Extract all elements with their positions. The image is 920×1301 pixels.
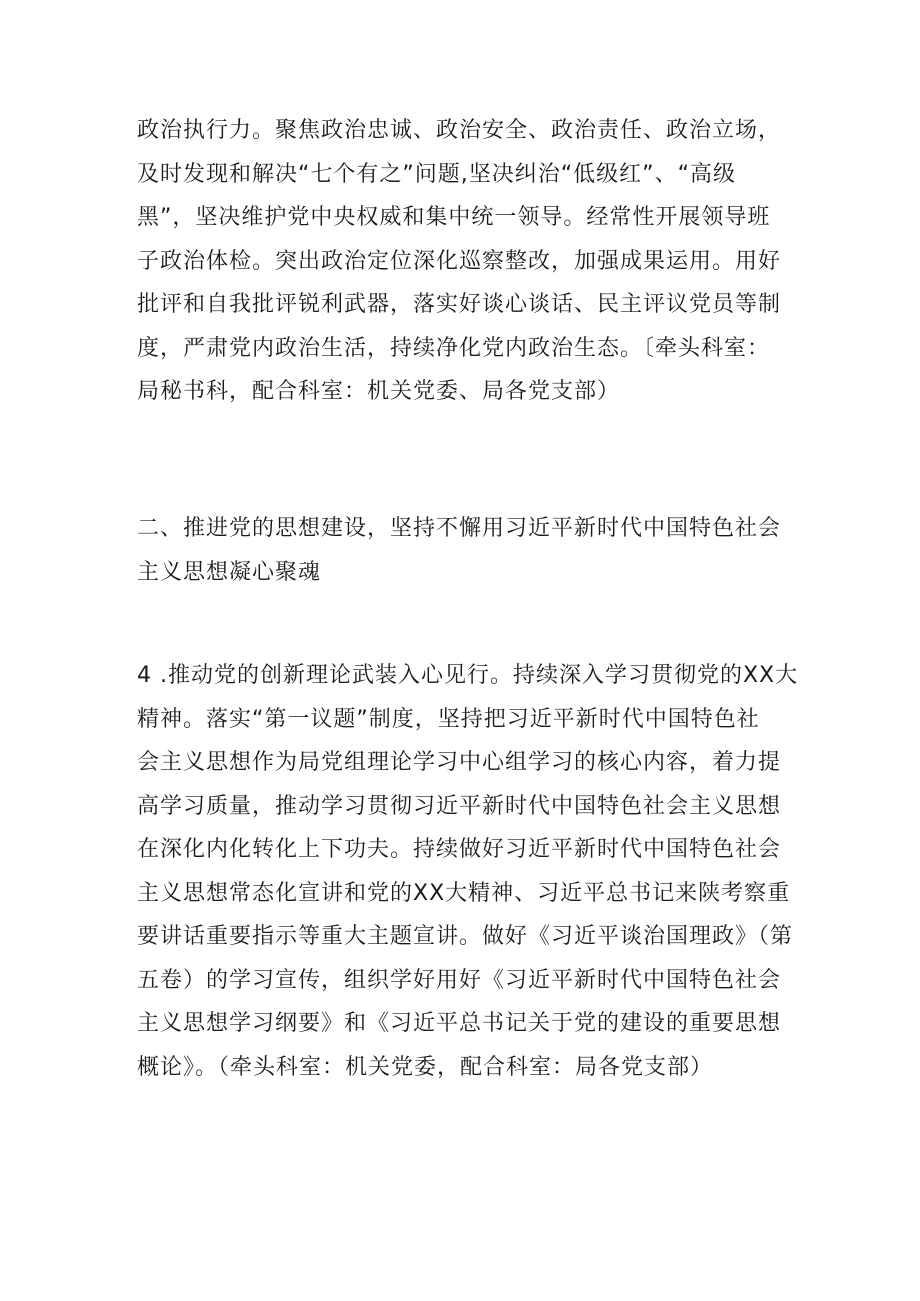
section-heading-ideological-building xyxy=(137,507,797,594)
heading-line: 主义思想凝心聚魂 xyxy=(137,559,322,585)
text-line: 及时发现和解决“七个有之”问题,坚决纠治“低级红”、“高级 xyxy=(137,161,736,187)
text-line: 4 .推动党的创新理论武装入心见行。持续深入学习贯彻党的XX大 xyxy=(137,663,799,688)
text-line: 批评和自我批评锐利武器，落实好谈心谈话、民主评议党员等制 xyxy=(137,292,782,317)
text-line: 子政治体检。突出政治定位深化巡察整改，加强成果运用。用好 xyxy=(137,248,782,274)
text-line: 主义思想常态化宣讲和党的XX大精神、习近平总书记来陕考察重 xyxy=(137,880,791,906)
text-line: 高学习质量，推动学习贯彻习近平新时代中国特色社会主义思想 xyxy=(137,793,782,819)
text-line: 主义思想学习纲要》和《习近平总书记关于党的建设的重要思想 xyxy=(137,1011,782,1036)
text-line: 局秘书科，配合科室：机关党委、局各党支部） xyxy=(137,379,621,404)
text-line: 黑”，坚决维护党中央权威和集中统一领导。经常性开展领导班 xyxy=(137,205,771,230)
text-line: 在深化内化转化上下功夫。持续做好习近平新时代中国特色社会 xyxy=(137,837,782,862)
text-line: 会主义思想作为局党组理论学习中心组学习的核心内容，着力提 xyxy=(137,750,782,775)
text-line: 精神。落实“第一议题”制度，坚持把习近平新时代中国特色社 xyxy=(137,706,760,732)
text-line: 概论》。（牵头科室：机关党委，配合科室：局各党支部） xyxy=(137,1054,714,1080)
text-line: 五卷）的学习宣传，组织学好用好《习近平新时代中国特色社会 xyxy=(137,967,782,993)
heading-line: 二、推进党的思想建设，坚持不懈用习近平新时代中国特色社会 xyxy=(137,516,782,541)
text-line: 政治执行力。聚焦政治忠诚、政治安全、政治责任、政治立场， xyxy=(137,118,782,143)
text-line: 要讲话重要指示等重大主题宣讲。做好《习近平谈治国理政》（第 xyxy=(137,924,794,949)
paragraph-item-4-theory-arming xyxy=(137,654,797,1089)
paragraph-political-execution xyxy=(137,109,797,414)
text-line: 度，严肃党内政治生活，持续净化党内政治生态。〔牵头科室： xyxy=(137,335,771,361)
